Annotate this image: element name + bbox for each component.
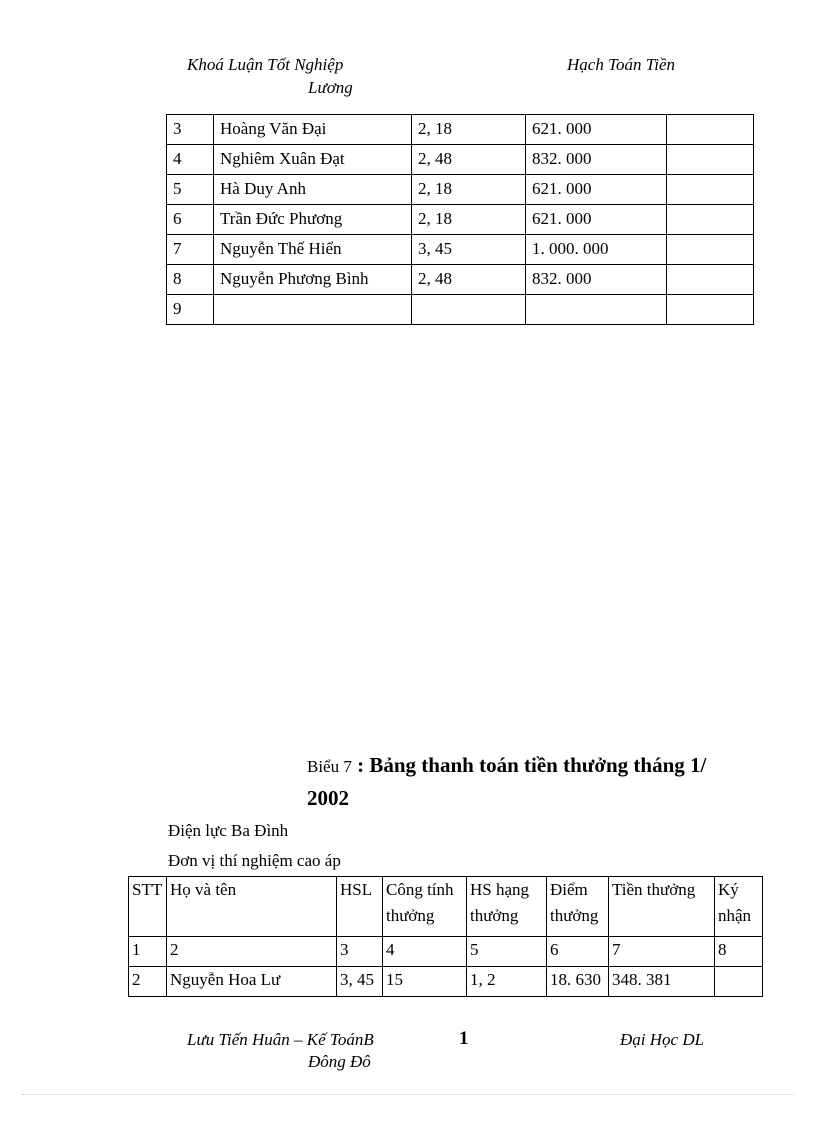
- page-bottom-rule: [22, 1094, 794, 1095]
- unit-name: Đơn vị thí nghiệm cao áp: [168, 851, 341, 870]
- table-cell: 4: [383, 937, 467, 967]
- table-cell: [412, 295, 526, 325]
- table-cell: 5: [467, 937, 547, 967]
- table-cell: 8: [167, 265, 214, 295]
- organization-name: Điện lực Ba Đình: [168, 821, 289, 840]
- table-cell: Nguyễn Phương Bình: [214, 265, 412, 295]
- table-cell: 15: [383, 967, 467, 997]
- table-header-row: [129, 877, 763, 937]
- table-row: [167, 145, 754, 175]
- table-cell: 2, 18: [412, 115, 526, 145]
- table-cell: 6: [167, 205, 214, 235]
- table-cell: 18. 630: [547, 967, 609, 997]
- table-cell: Nghiêm Xuân Đạt: [214, 145, 412, 175]
- table-cell: 621. 000: [526, 115, 667, 145]
- section-title: [307, 749, 706, 783]
- table-row: [167, 205, 754, 235]
- table-cell: 2: [167, 937, 337, 967]
- table-cell: Hà Duy Anh: [214, 175, 412, 205]
- table-cell: 7: [609, 937, 715, 967]
- column-header: Điểm thưởng: [547, 877, 609, 937]
- table-cell: 1. 000. 000: [526, 235, 667, 265]
- table-cell: 7: [167, 235, 214, 265]
- table-cell: Nguyễn Thế Hiển: [214, 235, 412, 265]
- table-cell: 832. 000: [526, 145, 667, 175]
- salary-table: [166, 114, 754, 325]
- table-cell: 2, 18: [412, 205, 526, 235]
- table-cell: 2: [129, 967, 167, 997]
- table-row: [167, 115, 754, 145]
- table-cell: [667, 295, 754, 325]
- table-cell: 5: [167, 175, 214, 205]
- footer-right: Đại Học DL: [620, 1030, 705, 1049]
- column-header: HS hạng thưởng: [467, 877, 547, 937]
- title-prefix: Biểu 7: [307, 757, 352, 776]
- bonus-table: [128, 876, 763, 997]
- header-right: Hạch Toán Tiền: [567, 55, 676, 74]
- table-cell: [715, 967, 763, 997]
- table-cell: 3: [337, 937, 383, 967]
- table-row: [167, 235, 754, 265]
- table-cell: [667, 235, 754, 265]
- table-cell: [667, 205, 754, 235]
- table-cell: 621. 000: [526, 175, 667, 205]
- table-cell: 2, 48: [412, 265, 526, 295]
- table-cell: Hoàng Văn Đại: [214, 115, 412, 145]
- table-cell: 832. 000: [526, 265, 667, 295]
- table-row: [167, 265, 754, 295]
- footer-author: Lưu Tiến Huân – Kế ToánB: [187, 1030, 374, 1049]
- table-cell: 1: [129, 937, 167, 967]
- column-header: Ký nhận: [715, 877, 763, 937]
- table-cell: [214, 295, 412, 325]
- table-cell: 8: [715, 937, 763, 967]
- table-cell: 348. 381: [609, 967, 715, 997]
- table-cell: Trần Đức Phương: [214, 205, 412, 235]
- table-cell: 2, 48: [412, 145, 526, 175]
- table-cell: Nguyễn Hoa Lư: [167, 967, 337, 997]
- table-row: [167, 175, 754, 205]
- section-title-line2: 2002: [307, 786, 349, 810]
- table-cell: 3: [167, 115, 214, 145]
- table-cell: 1, 2: [467, 967, 547, 997]
- table-cell: 9: [167, 295, 214, 325]
- footer-author-line2: Đông Đô: [308, 1052, 371, 1071]
- column-header: HSL: [337, 877, 383, 937]
- table-cell: [667, 265, 754, 295]
- table-cell: 6: [547, 937, 609, 967]
- page-number: 1: [459, 1028, 469, 1049]
- table-cell: 621. 000: [526, 205, 667, 235]
- column-header: STT: [129, 877, 167, 937]
- table-cell: 4: [167, 145, 214, 175]
- table-cell: 3, 45: [412, 235, 526, 265]
- column-header: Tiền thưởng: [609, 877, 715, 937]
- table-cell: 2, 18: [412, 175, 526, 205]
- column-header: Họ và tên: [167, 877, 337, 937]
- table-cell: [667, 145, 754, 175]
- table-cell: 3, 45: [337, 967, 383, 997]
- table-row: [129, 937, 763, 967]
- table-cell: [526, 295, 667, 325]
- title-text: : Bảng thanh toán tiền thưởng tháng 1/: [351, 753, 707, 777]
- table-row: [129, 967, 763, 997]
- table-cell: [667, 175, 754, 205]
- header-left-line2: Lương: [308, 78, 353, 97]
- header-left-line1: Khoá Luận Tốt Nghiệp: [187, 55, 344, 74]
- table-row: [167, 295, 754, 325]
- table-cell: [667, 115, 754, 145]
- column-header: Công tính thưởng: [383, 877, 467, 937]
